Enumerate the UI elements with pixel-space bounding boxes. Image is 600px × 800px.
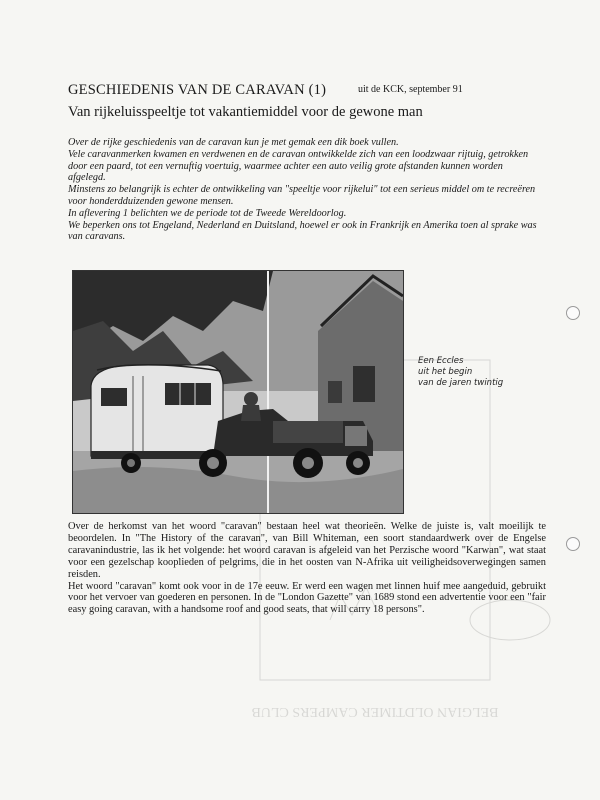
bleed-through-club-name: BELGIAN OLDTIMER CAMPERS CLUB xyxy=(251,704,499,719)
body-paragraph: Het woord "caravan" komt ook voor in de 17e eeuw. Er werd een wagen met linnen huif mee aangeduid, gebruikt voor het vervoer van goederen en personen. In de "London Gazette" van 1689 stond een advertentie voor een "fair easy going caravan, with a handsome roof and good seats, that will carry 18 persons". xyxy=(68,580,546,616)
body-paragraph: Over de herkomst van het woord "caravan" bestaan heel wat theorieën. Welke de juiste is, valt moeilijk te beoordelen. In "The History of the caravan", van Bill Whiteman, een soort standaardwerk over de Engelse caravanindustrie, las ik het volgende: het woord caravan is afgeleid van het Perzische woord "Karwan", wat staat voor een gezelschap kooplieden of pelgrims, die in het oosten van N-Afrika uit veiligheidsoverwegingen samen reisden. xyxy=(68,521,546,580)
article-subtitle: Van rijkeluisspeeltje tot vakantiemiddel voor de gewone man xyxy=(68,104,423,120)
article-title: GESCHIEDENIS VAN DE CARAVAN (1) xyxy=(68,82,327,98)
body-text xyxy=(68,521,546,616)
photo-caption-line: van de jaren twintig xyxy=(418,378,504,388)
intro-paragraph: Vele caravanmerken kwamen en verdwenen en de caravan ontwikkelde zich van een loodzwaar rijtuig, getrokken door een paard, tot een vernuftig voertuig, waarmee achter een auto veilig grote afstanden kunnen worden afgelegd. xyxy=(68,148,529,184)
photo-eccles-caravan xyxy=(72,270,404,514)
photo-caption-line: uit het begin xyxy=(418,367,473,377)
article-header xyxy=(68,82,538,99)
intro-text xyxy=(68,137,540,243)
intro-paragraph: Minstens zo belangrijk is echter de ontwikkeling van "speeltje voor rijkelui" tot een serieus middel om te recreëren voor honderdduizenden gewone mensen. xyxy=(68,184,536,207)
intro-paragraph: We beperken ons tot Engeland, Nederland en Duitsland, hoewel er ook in Frankrijk en Amerika toen al sprake was van caravans. xyxy=(68,219,537,243)
article-source: uit de KCK, september 91 xyxy=(358,84,463,95)
photo-caption-line: Een Eccles xyxy=(418,356,464,366)
intro-paragraph: Over de rijke geschiedenis van de caravan kun je met gemak een dik boek vullen. xyxy=(68,137,399,148)
binder-hole-bottom xyxy=(566,537,580,551)
photo-illustration xyxy=(73,271,403,513)
binder-hole-top xyxy=(566,306,580,320)
photo-caption xyxy=(418,356,503,389)
intro-paragraph: In aflevering 1 belichten we de periode tot de Tweede Wereldoorlog. xyxy=(68,207,347,219)
